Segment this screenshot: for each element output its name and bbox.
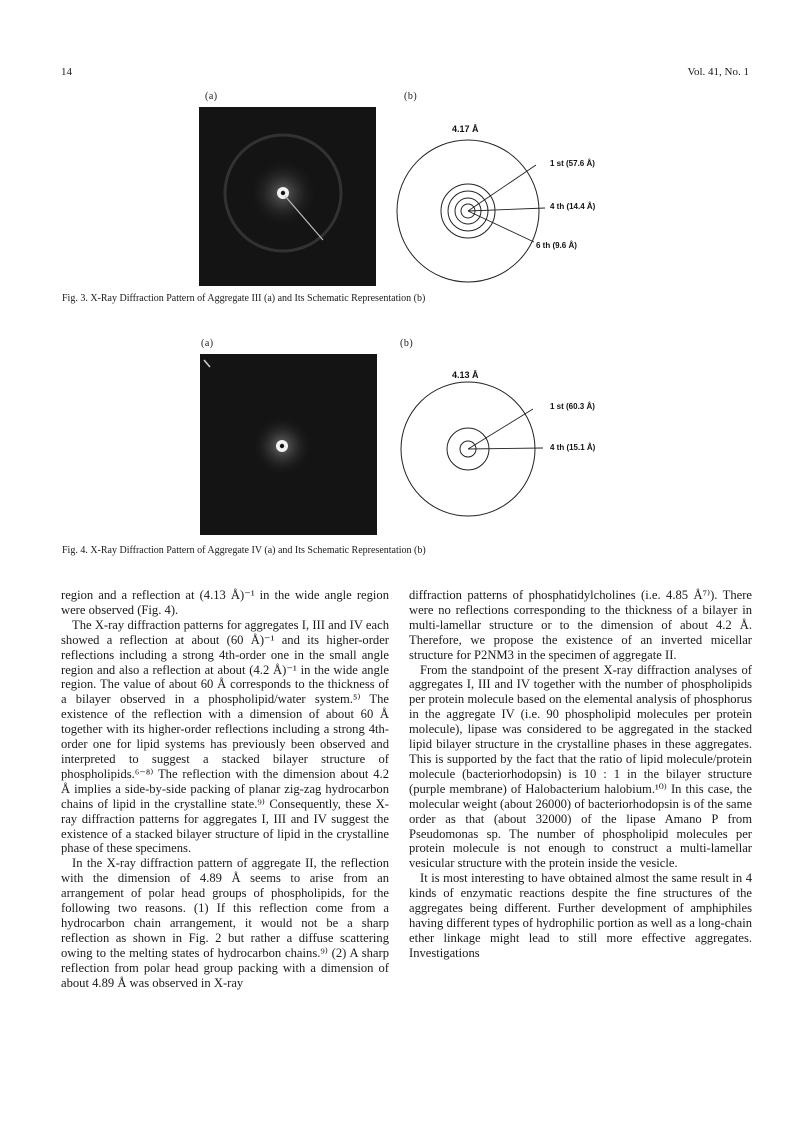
figure-3-top-label: 4.17 Å [452, 124, 479, 134]
page-number: 14 [61, 66, 72, 78]
figure-4-diffraction-photo [200, 354, 377, 535]
figure-3-reflection-3: 6 th (9.6 Å) [536, 241, 577, 250]
figure-3-caption: Fig. 3. X-Ray Diffraction Pattern of Aggregate III (a) and Its Schematic Representation (b) [62, 293, 426, 304]
figure-4-caption: Fig. 4. X-Ray Diffraction Pattern of Aggregate IV (a) and Its Schematic Representation (b) [62, 545, 426, 556]
figure-3-diffraction-photo [199, 107, 376, 286]
figure-4-reflection-2: 4 th (15.1 Å) [550, 443, 596, 452]
body-paragraph: The X-ray diffraction patterns for aggregates I, III and IV each showed a reflection at about (60 Å)⁻¹ and its higher-order reflections including a strong 4th-order one in the small angle region and also a reflection at about (4.2 Å)⁻¹ in the wide angle region. The value of about 60 Å corresponds to the thickness of a bilayer observed in a phospholipid/water system.⁵⁾ The existence of the reflection with a dimension of about 60 Å together with its higher-order reflections including a strong 4th-order one for lipid systems has previously been observed and interpreted to suggest a stacked bilayer structure of phospholipids.⁶⁻⁸⁾ The reflection with the dimension about 4.2 Å implies a side-by-side packing of planar zig-zag hydrocarbon chains of lipid in the crystalline state.⁹⁾ Consequently, these X-ray diffraction patterns for aggregates I, III and IV suggest the existence of a stacked bilayer structure of lipid in the crystalline phase of these specimens. [61, 617, 389, 856]
right-text-column [409, 588, 752, 961]
figure-4-label-b: (b) [400, 338, 414, 349]
figure-4-top-label: 4.13 Å [452, 370, 479, 380]
body-paragraph: region and a reflection at (4.13 Å)⁻¹ in the wide angle region were observed (Fig. 4). [61, 588, 389, 617]
figure-4-reflection-1: 1 st (60.3 Å) [550, 402, 595, 411]
body-paragraph: In the X-ray diffraction pattern of aggregate II, the reflection with the dimension of 4.89 Å seems to arise from an arrangement of polar head groups of phospholipids, for the following two reasons. (1) If this reflection come from a hydrocarbon chain arrangement, it would not be a sharp reflection as shown in Fig. 2 but rather a diffuse scattering owing to the melting states of hydrocarbon chains.⁹⁾ (2) A sharp reflection from polar head group packing with a dimension of about 4.89 Å was observed in X-ray [61, 856, 389, 990]
figure-3-label-b: (b) [404, 91, 418, 102]
figure-3-schematic [390, 120, 630, 295]
body-paragraph: diffraction patterns of phosphatidylcholines (i.e. 4.85 Å⁷⁾). There were no reflections corresponding to the thickness of a bilayer in multi-lamellar structure or to the dimension of about 4.2 Å. Therefore, we propose the existence of an inverted micellar structure for P2NM3 in the specimen of aggregate II. [409, 588, 752, 662]
figure-4-schematic [390, 366, 630, 536]
left-text-column [61, 588, 389, 990]
body-paragraph: From the standpoint of the present X-ray diffraction analyses of aggregates I, III and IV together with the number of phospholipids per protein molecule based on the elemental analysis of phosphorus in the aggregate IV (i.e. 90 phospholipid molecules per protein molecule), lipase was considered to be aggregated in the stacked lipid bilayer structure in the crystalline phases in these aggregates. This is supported by the fact that the ratio of lipid molecule/protein molecule (bacteriorhodopsin) is 10 : 1 in the bilayer structure (purple membrane) of Halobacterium halobium.¹⁰⁾ In this case, the molecular weight (about 26000) of bacteriorhodopsin is of the same order as that (about 32000) of the lipase Amano P from Pseudomonas sp. The number of phospholipid molecules per protein molecule is not enough to construct a multi-lamellar vesicular structure with the protein inside the vesicle. [409, 662, 752, 871]
figure-4-label-a: (a) [201, 338, 214, 349]
figure-3-reflection-2: 4 th (14.4 Å) [550, 202, 596, 211]
figure-3-label-a: (a) [205, 91, 218, 102]
volume-info: Vol. 41, No. 1 [687, 66, 749, 78]
figure-3-reflection-1: 1 st (57.6 Å) [550, 159, 595, 168]
body-paragraph: It is most interesting to have obtained almost the same result in 4 kinds of enzymatic reactions despite the fine structures of the aggregates being different. Further development of amphiphiles having different types of hydrophilic portion as well as a long-chain ether linkage might lead to still more effective aggregates. Investigations [409, 871, 752, 960]
